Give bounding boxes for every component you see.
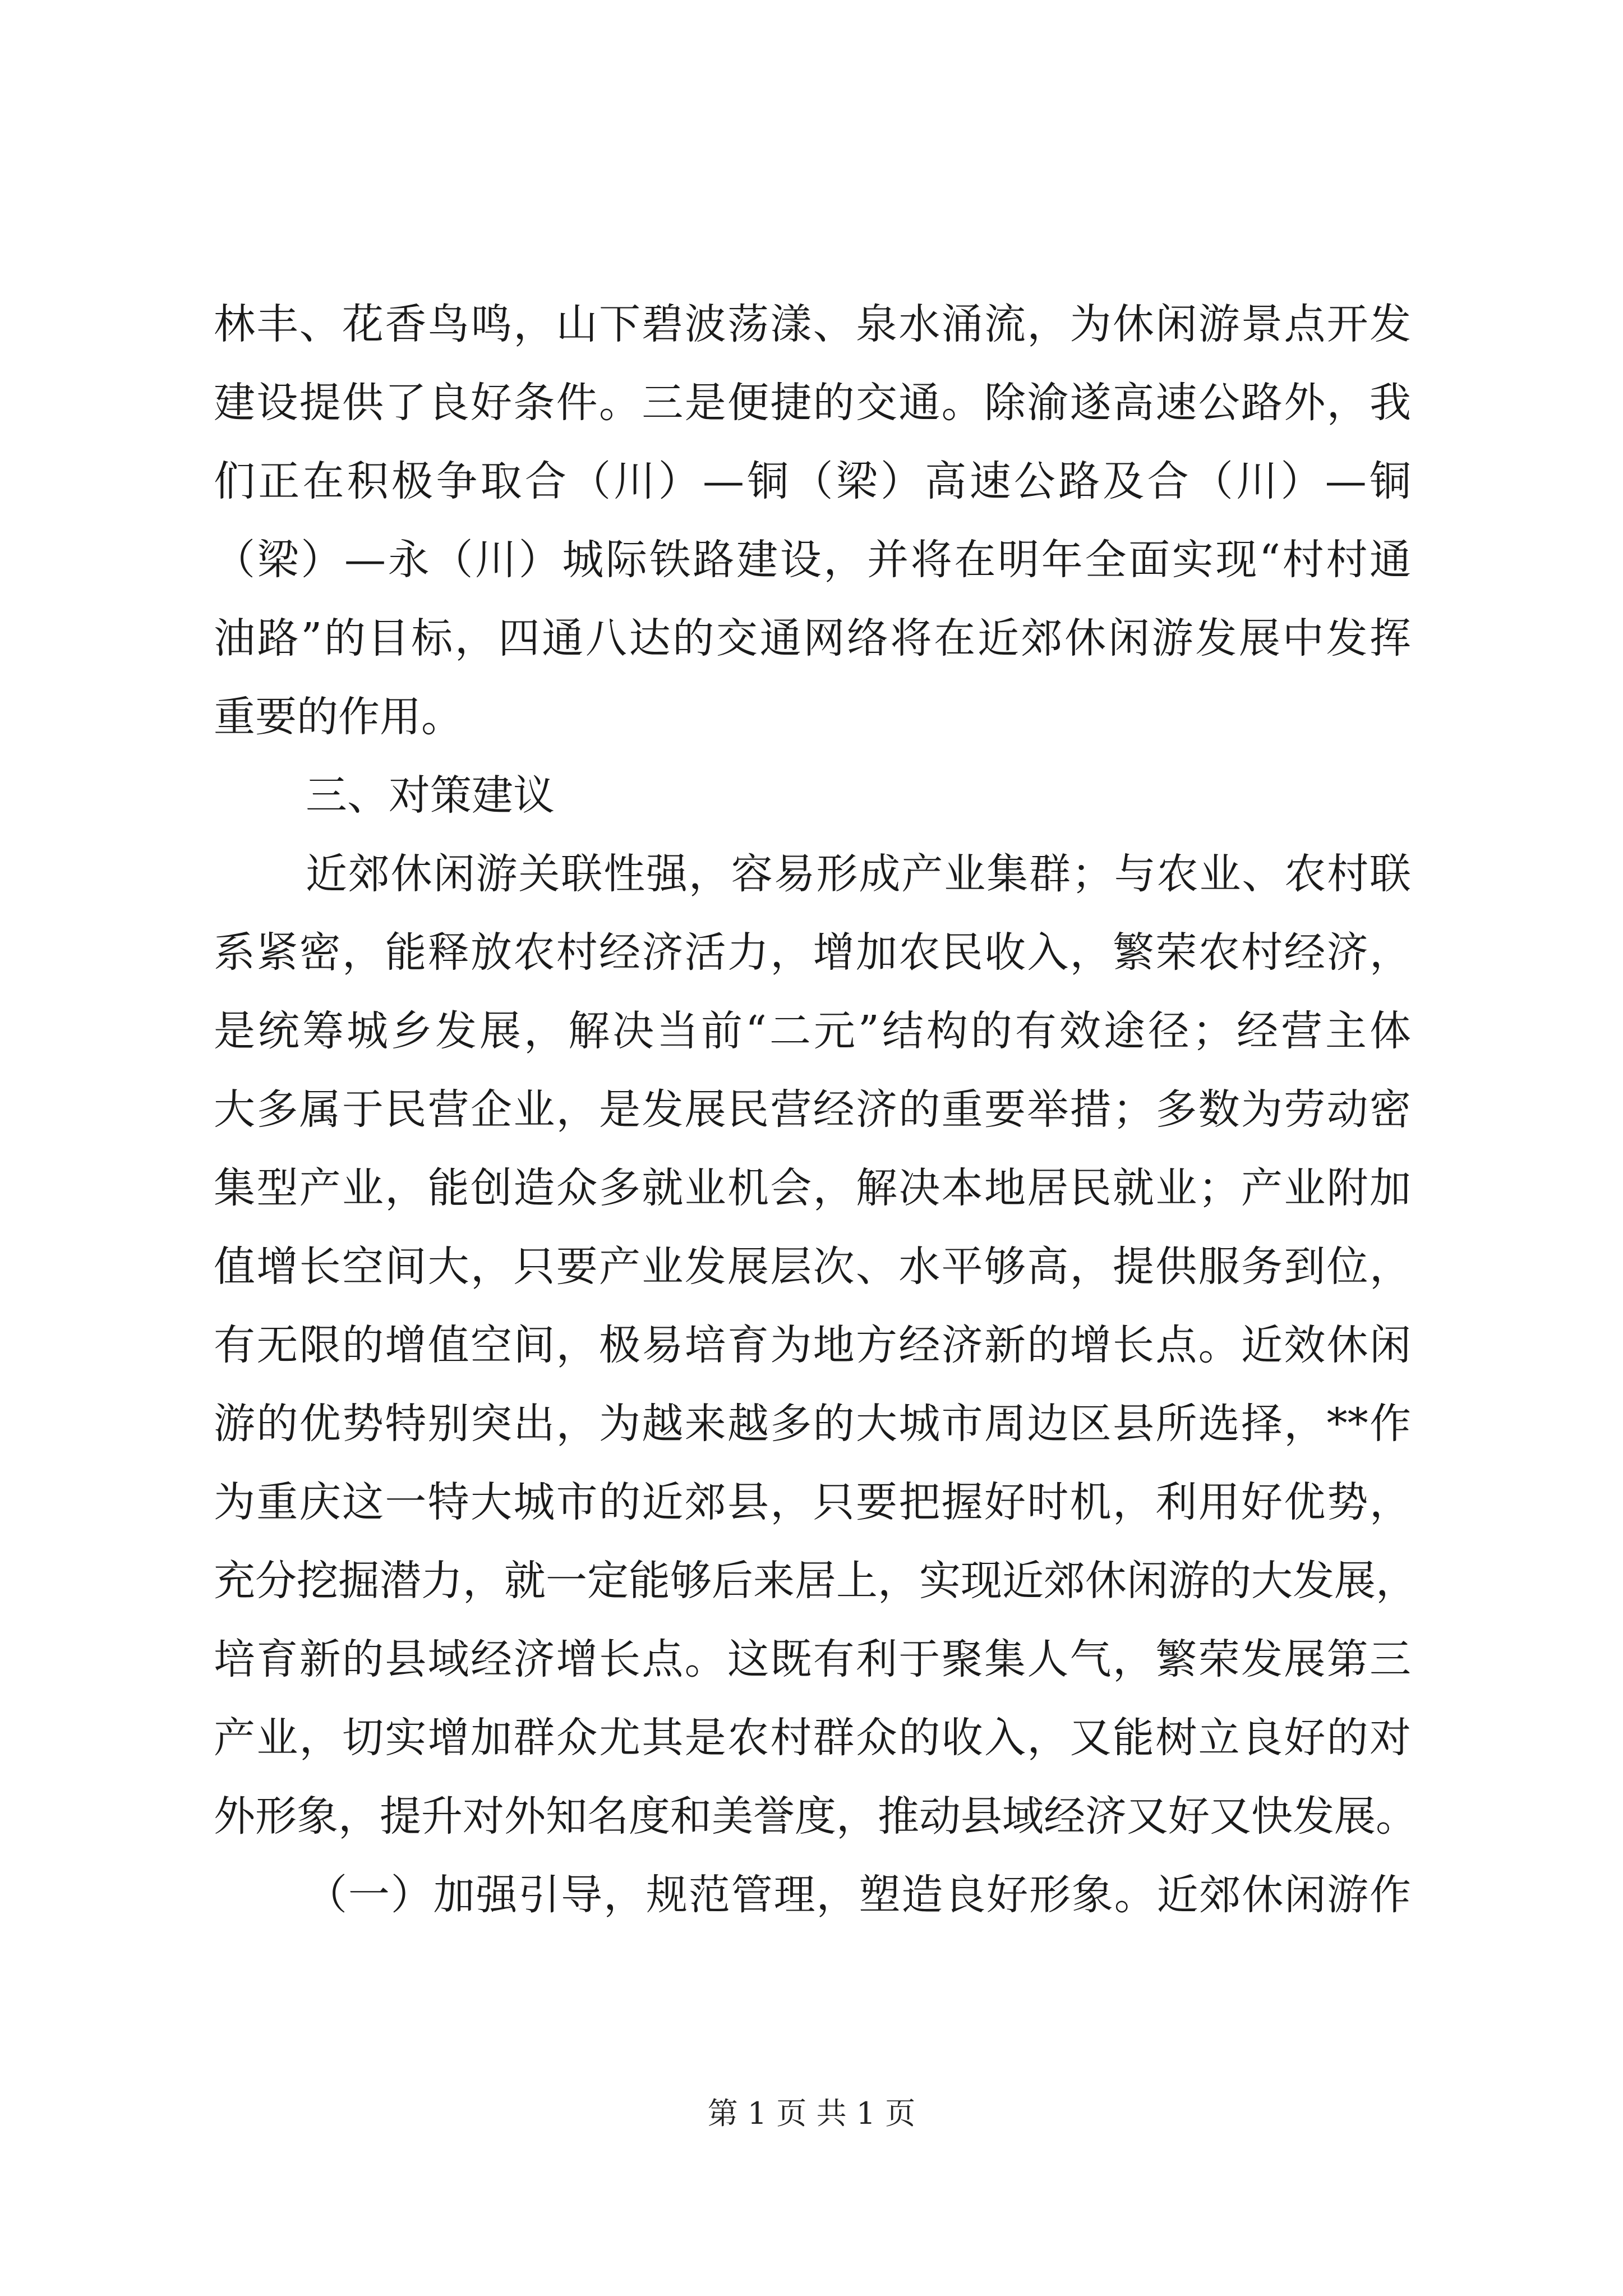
body-line-18: 培育新的县域经济增长点。这既有利于聚集人气，繁荣发展第三 xyxy=(214,1635,1411,1683)
body-line-16: 为重庆这一特大城市的近郊县，只要把握好时机，利用好优势， xyxy=(214,1478,1411,1526)
body-line-10: 是统筹城乡发展，解决当前“二元”结构的有效途径；经营主体 xyxy=(214,1007,1411,1055)
body-line-12: 集型产业，能创造众多就业机会，解决本地居民就业；产业附加 xyxy=(214,1164,1411,1212)
body-line-15: 游的优势特别突出，为越来越多的大城市周边区县所选择，**作 xyxy=(214,1400,1411,1448)
subsection-first-line: （一）加强引导，规范管理，塑造良好形象。近郊休闲游作 xyxy=(306,1871,1411,1919)
body-line-4: （梁）—永（川）城际铁路建设，并将在明年全面实现“村村通 xyxy=(214,536,1411,584)
body-line-3: 们正在积极争取合（川）—铜（梁）高速公路及合（川）—铜 xyxy=(214,457,1411,505)
body-line-11: 大多属于民营企业，是发展民营经济的重要举措；多数为劳动密 xyxy=(214,1085,1411,1134)
section-heading: 三、对策建议 xyxy=(306,771,555,820)
body-line-14: 有无限的增值空间，极易培育为地方经济新的增长点。近效休闲 xyxy=(214,1321,1411,1369)
paragraph-first-line: 近郊休闲游关联性强，容易形成产业集群；与农业、农村联 xyxy=(306,850,1411,898)
body-line-20: 外形象，提升对外知名度和美誉度，推动县域经济又好又快发展。 xyxy=(214,1792,1417,1841)
body-line-1: 林丰、花香鸟鸣，山下碧波荡漾、泉水涌流，为休闲游景点开发 xyxy=(214,300,1411,348)
page-footer: 第 1 页 共 1 页 xyxy=(707,2096,916,2131)
body-line-5: 油路”的目标，四通八达的交通网络将在近郊休闲游发展中发挥 xyxy=(214,614,1411,662)
body-line-17: 充分挖掘潜力，就一定能够后来居上，实现近郊休闲游的大发展， xyxy=(214,1557,1417,1605)
body-line-13: 值增长空间大，只要产业发展层次、水平够高，提供服务到位， xyxy=(214,1243,1411,1291)
body-line-2: 建设提供了良好条件。三是便捷的交通。除渝遂高速公路外，我 xyxy=(214,379,1411,427)
body-line-6: 重要的作用。 xyxy=(214,693,463,741)
body-line-9: 系紧密，能释放农村经济活力，增加农民收入，繁荣农村经济， xyxy=(214,928,1411,977)
body-line-19: 产业，切实增加群众尤其是农村群众的收入，又能树立良好的对 xyxy=(214,1714,1411,1762)
